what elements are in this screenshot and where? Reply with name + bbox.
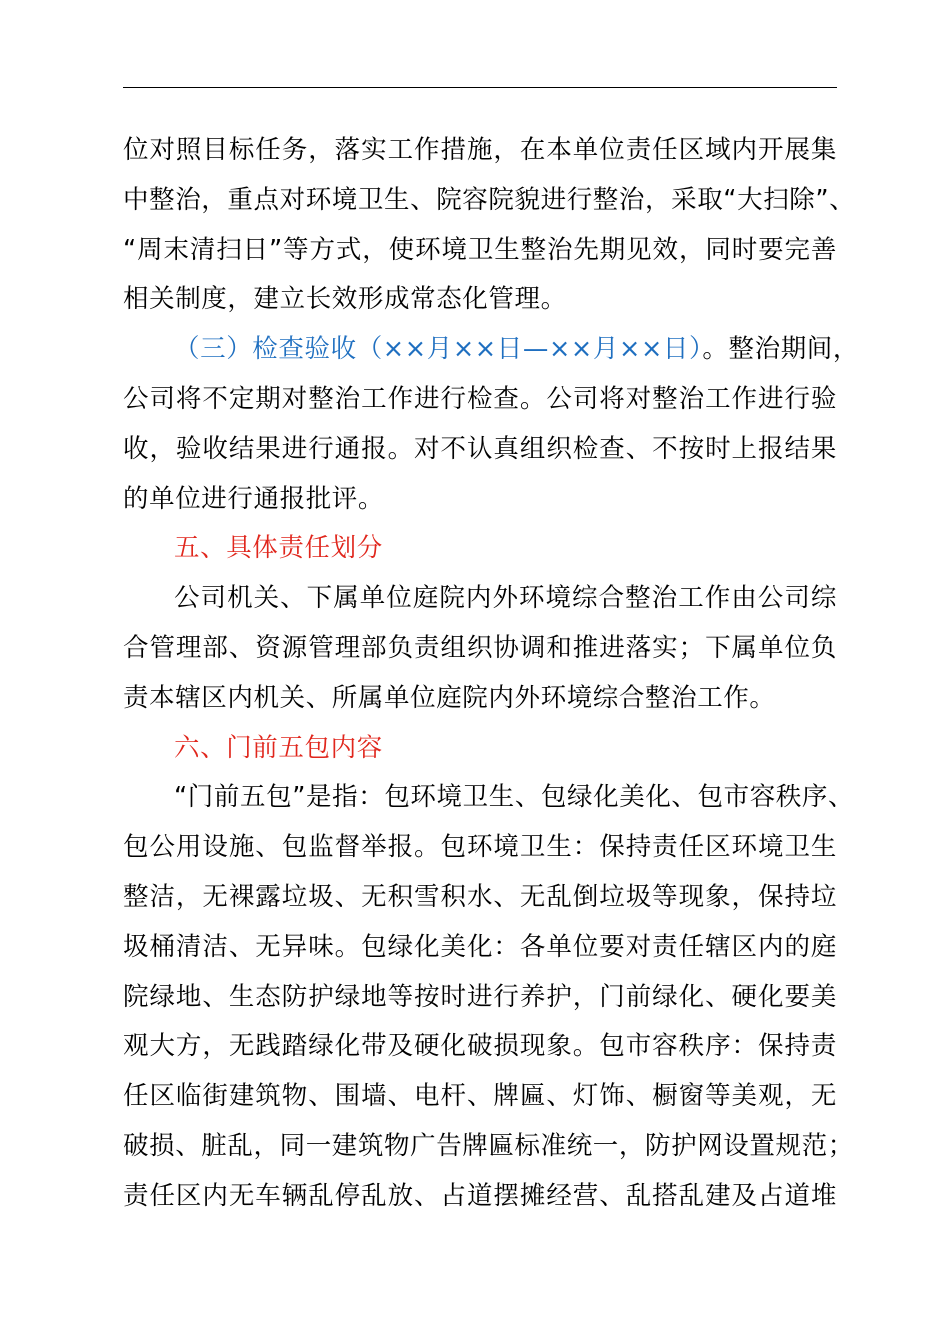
text-line: “周末清扫日”等方式，使环境卫生整治先期见效，同时要完善	[123, 234, 837, 265]
section-3-heading: （三）检查验收（××月××日—××月××日）	[174, 334, 703, 365]
section-6	[123, 724, 855, 1222]
text-line: 位对照目标任务，落实工作措施，在本单位责任区域内开展集	[123, 135, 837, 165]
section-5-heading: 五、具体责任划分	[174, 533, 383, 564]
paragraph-continued	[123, 126, 856, 325]
section-3	[123, 325, 859, 524]
text-line: 责本辖区内机关、所属单位庭院内外环境综合整治工作。	[123, 682, 776, 713]
text-line: 公司机关、下属单位庭院内外环境综合整治工作由公司综	[174, 583, 837, 614]
text-line: 合管理部、资源管理部负责组织协调和推进落实；下属单位负	[123, 632, 837, 663]
section-3-heading-line	[123, 325, 859, 375]
text-line: “门前五包”是指：包环境卫生、包绿化美化、包市容秩序、	[174, 782, 855, 813]
text-line: 中整治，重点对环境卫生、院容院貌进行整治，采取“大扫除”、	[123, 184, 856, 215]
document-body	[123, 126, 859, 1222]
text-line: 公司将不定期对整治工作进行检查。公司将对整治工作进行验	[123, 383, 837, 414]
text-line: 圾桶清洁、无异味。包绿化美化：各单位要对责任辖区内的庭	[123, 931, 837, 962]
text-line: 整洁，无裸露垃圾、无积雪积水、无乱倒垃圾等现象，保持垃	[123, 881, 837, 912]
text-line: 院绿地、生态防护绿地等按时进行养护，门前绿化、硬化要美	[123, 981, 837, 1012]
text-line: 相关制度，建立长效形成常态化管理。	[123, 284, 567, 315]
text-line: 责任区内无车辆乱停乱放、占道摆摊经营、乱搭乱建及占道堆	[123, 1180, 837, 1211]
text-line: 包公用设施、包监督举报。包环境卫生：保持责任区环境卫生	[123, 832, 837, 863]
text-line: 的单位进行通报批评。	[123, 483, 385, 514]
text-line: 观大方，无践踏绿化带及硬化破损现象。包市容秩序：保持责	[123, 1031, 837, 1062]
section-5	[123, 524, 837, 723]
section-6-heading: 六、门前五包内容	[174, 732, 383, 763]
text-line: 破损、脏乱，同一建筑物广告牌匾标准统一，防护网设置规范；	[123, 1130, 854, 1161]
section-3-heading-tail: 。整治期间，	[702, 334, 859, 365]
header-rule	[123, 87, 837, 88]
text-line: 收，验收结果进行通报。对不认真组织检查、不按时上报结果	[123, 433, 837, 464]
text-line: 任区临街建筑物、围墙、电杆、牌匾、灯饰、橱窗等美观，无	[123, 1081, 837, 1112]
